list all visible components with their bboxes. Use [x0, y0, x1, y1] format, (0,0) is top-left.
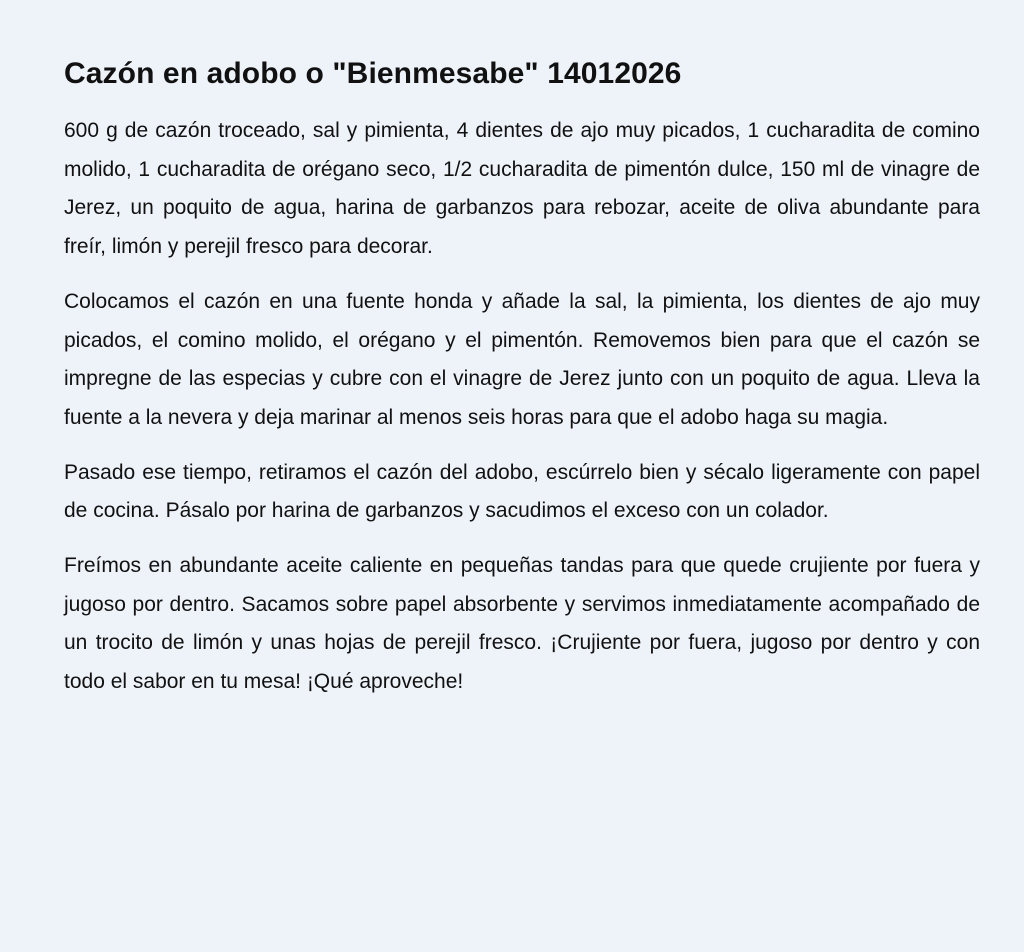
recipe-title: Cazón en adobo o "Bienmesabe" 14012026 — [64, 57, 682, 90]
drying-instructions-paragraph: Pasado ese tiempo, retiramos el cazón del adobo, escúrrelo bien y sécalo ligeramente con papel de cocina. Pásalo por harina de garbanzos y sacudimos el exceso con un colador. — [64, 460, 980, 523]
marinade-instructions-paragraph: Colocamos el cazón en una fuente honda y añade la sal, la pimienta, los dientes de ajo muy picados, el comino molido, el orégano y el pimentón. Removemos bien para que el cazón se impregne de las especias y cubre con el vinagre de Jerez junto con un poquito de agua. Lleva la fuente a la nevera y deja marinar al menos seis horas para que el adobo haga su magia. — [64, 289, 980, 429]
ingredients-paragraph: 600 g de cazón troceado, sal y pimienta, 4 dientes de ajo muy picados, 1 cucharadita de comino molido, 1 cucharadita de orégano seco, 1/2 cucharadita de pimentón dulce, 150 ml de vinagre de Jerez, un poquito de agua, harina de garbanzos para rebozar, aceite de oliva abundante para freír, limón y perejil fresco para decorar. — [64, 119, 980, 259]
frying-instructions-paragraph: Freímos en abundante aceite caliente en pequeñas tandas para que quede crujiente por fuera y jugoso por dentro. Sacamos sobre papel absorbente y servimos inmediatamente acompañado de un trocito de limón y unas hojas de perejil fresco. ¡Crujiente por fuera, jugoso por dentro y con todo el sabor en tu mesa! ¡Qué aproveche! — [64, 554, 980, 694]
